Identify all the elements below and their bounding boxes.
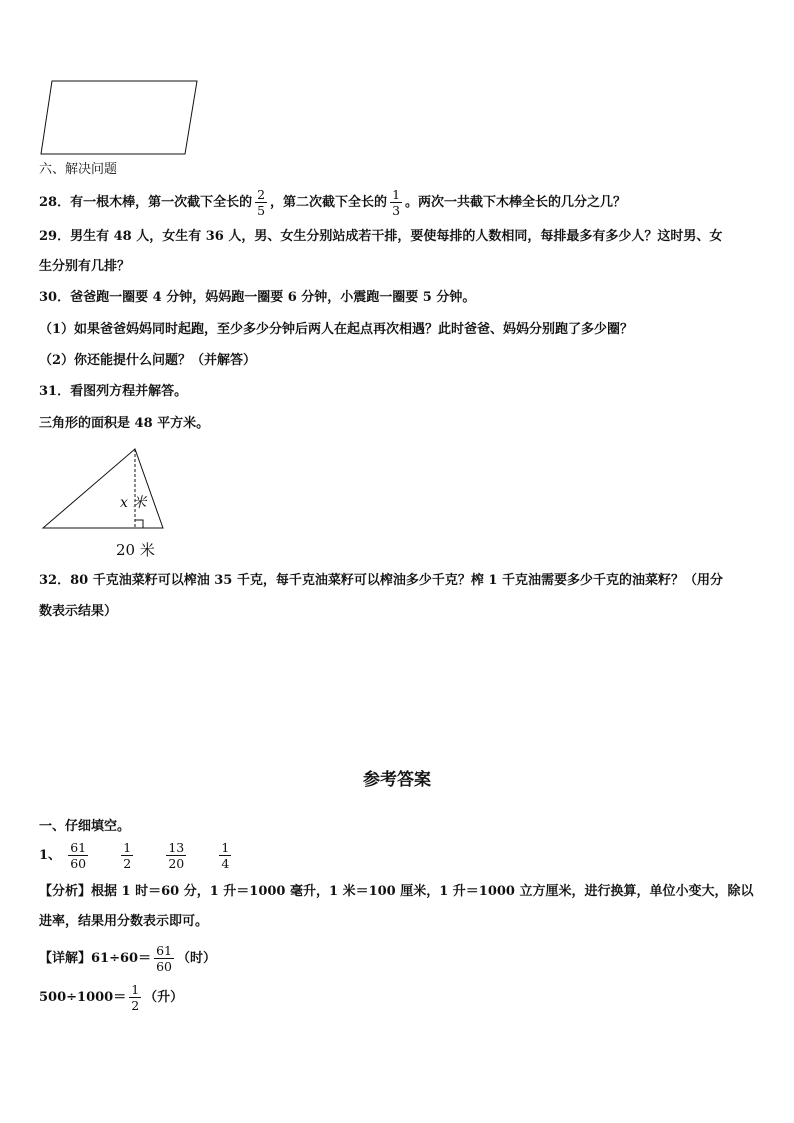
answer-1-frac3-numerator: 13	[168, 840, 185, 855]
answer-1-frac3-denominator: 20	[168, 856, 185, 871]
section-heading-solve-problems: 六、解决问题	[39, 162, 118, 177]
answers-section-1: 一、仔细填空。	[39, 819, 131, 834]
answers-title: 参考答案	[363, 770, 431, 790]
q28-text-c: 。两次一共截下木棒全长的几分之几？	[405, 195, 627, 210]
detail-1-fraction	[154, 943, 174, 974]
answer-1-frac4-numerator: 1	[221, 840, 230, 855]
triangle-shape	[43, 449, 163, 528]
answer-1-fraction-2	[121, 840, 133, 871]
answer-1-frac1-denominator: 60	[70, 856, 87, 871]
answer-1-frac4-denominator: 4	[221, 856, 230, 871]
question-30-sub-1: （1）如果爸爸妈妈同时起跑，至少多少分钟后两人在起点再次相遇？此时爸爸、妈妈分别跑了多少圈？	[39, 322, 634, 337]
q28-fraction-2	[390, 187, 402, 218]
answer-1-frac1-numerator: 61	[70, 840, 87, 855]
answer-1-frac2-denominator: 2	[123, 856, 132, 871]
answer-1-frac2-numerator: 1	[123, 840, 132, 855]
triangle-drawing	[40, 445, 170, 530]
q28-frac2-numerator: 1	[392, 187, 401, 202]
detail-2-fraction	[129, 982, 141, 1013]
question-28	[39, 183, 626, 223]
question-29-line-2: 生分别有几排？	[39, 259, 131, 274]
answer-1-row	[39, 836, 257, 876]
question-31-info: 三角形的面积是 48 平方米。	[39, 416, 210, 431]
triangle-figure	[40, 445, 170, 563]
detail-1-unit: （时）	[176, 951, 216, 966]
detail-line-1	[39, 939, 216, 979]
question-30-sub-2: （2）你还能提什么问题？（并解答）	[39, 353, 257, 368]
triangle-base-label: 20 米	[116, 541, 155, 559]
question-30-stem: 30．爸爸跑一圈要 4 分钟，妈妈跑一圈要 6 分钟，小震跑一圈要 5 分钟。	[39, 290, 476, 305]
detail-1-denominator: 60	[156, 959, 172, 974]
question-32-line-1: 32．80 千克油菜籽可以榨油 35 千克，每千克油菜籽可以榨油多少千克？榨 1 千克油需要多少千克的油菜籽？（用分	[39, 573, 723, 588]
parallelogram-figure	[38, 78, 203, 158]
question-32-line-2: 数表示结果）	[39, 604, 118, 619]
detail-1-numerator: 61	[156, 943, 172, 958]
q28-fraction-1	[255, 187, 267, 218]
answer-1-fraction-1	[68, 840, 88, 871]
q28-text-a: 28．有一根木棒，第一次截下全长的	[39, 195, 253, 210]
question-31-stem: 31．看图列方程并解答。	[39, 384, 188, 399]
parallelogram-shape	[41, 81, 197, 154]
q28-frac1-denominator: 5	[257, 203, 266, 218]
detail-1-prefix: 【详解】61÷60＝	[39, 951, 152, 966]
detail-line-2	[39, 978, 183, 1018]
right-angle-mark	[135, 520, 143, 528]
answer-1-fraction-4	[219, 840, 231, 871]
detail-2-numerator: 1	[131, 982, 140, 997]
q28-frac2-denominator: 3	[392, 203, 401, 218]
analysis-line-1: 【分析】根据 1 时＝60 分，1 升＝1000 毫升，1 米＝100 厘米，1 升＝1000 立方厘米，进行换算，单位小变大，除以	[39, 884, 754, 899]
question-29-line-1: 29．男生有 48 人，女生有 36 人，男、女生分别站成若干排，要使每排的人数相同，每排最多有多少人？这时男、女	[39, 229, 723, 244]
detail-2-denominator: 2	[131, 998, 140, 1013]
answer-1-fraction-3	[166, 840, 186, 871]
detail-2-unit: （升）	[144, 990, 184, 1005]
detail-2-prefix: 500÷1000＝	[39, 990, 127, 1005]
q28-text-b: ，第二次截下全长的	[270, 195, 388, 210]
answer-1-label: 1、	[39, 848, 62, 863]
q28-frac1-numerator: 2	[257, 187, 266, 202]
triangle-height-label: x 米	[120, 495, 147, 511]
analysis-line-2: 进率，结果用分数表示即可。	[39, 914, 209, 929]
